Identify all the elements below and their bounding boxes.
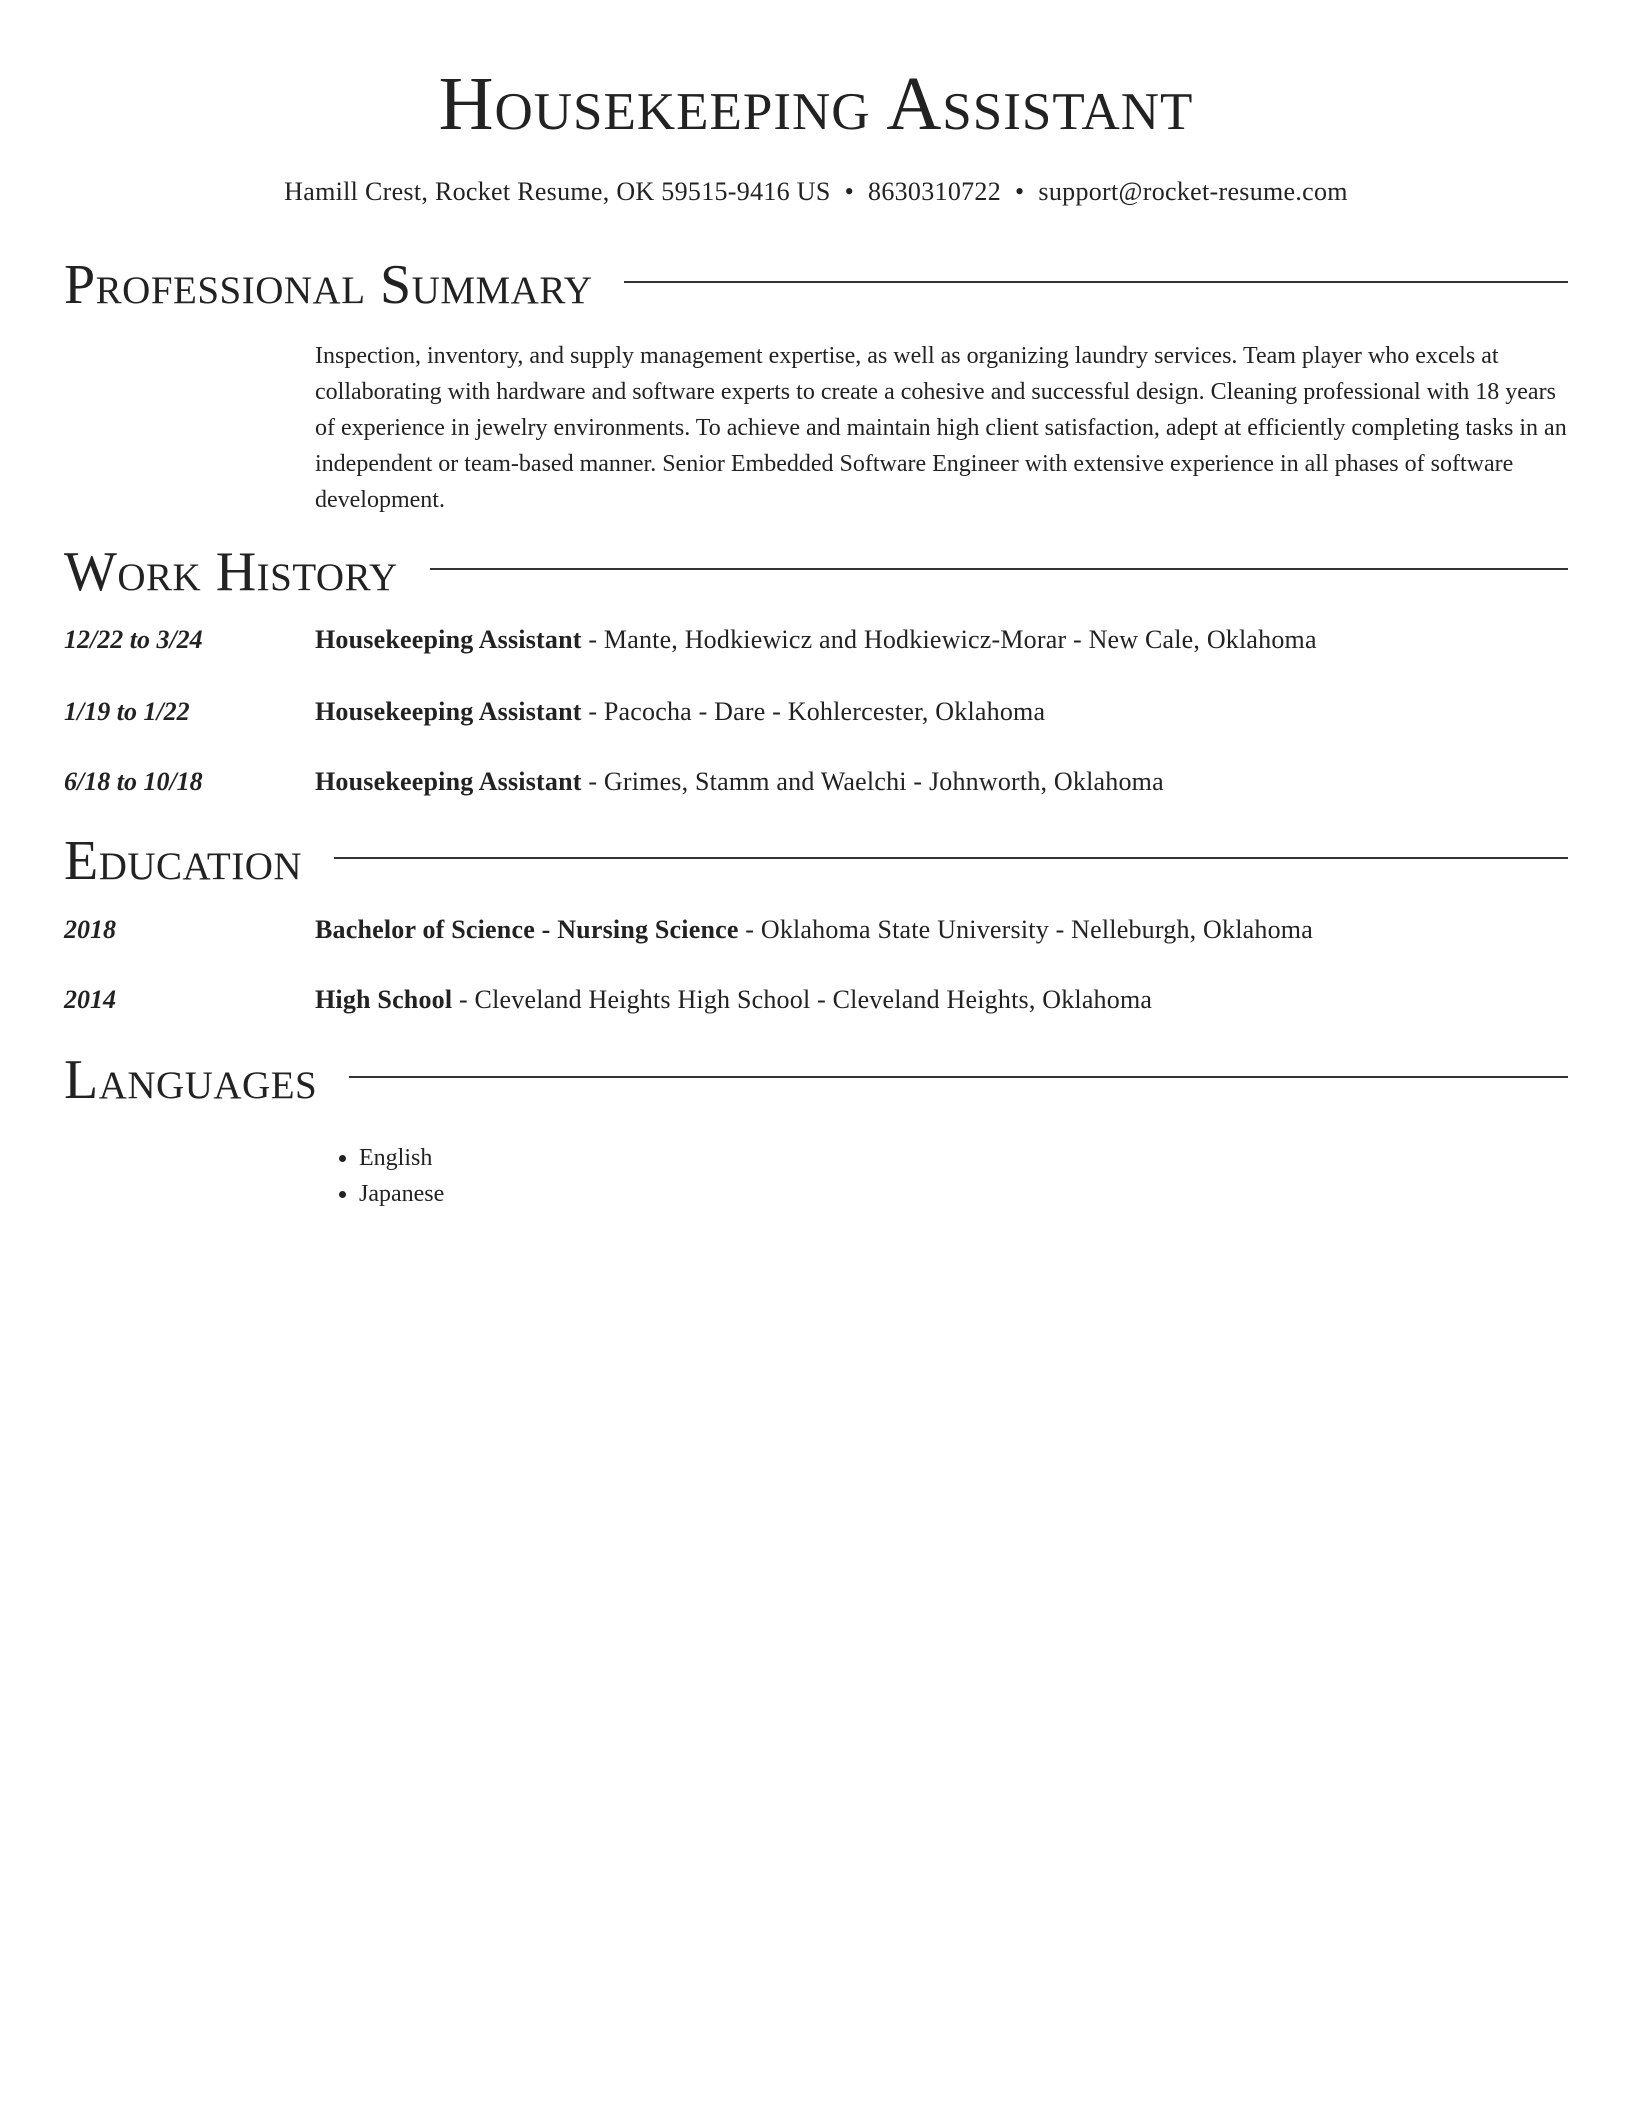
section-divider xyxy=(430,568,1568,570)
contact-email[interactable]: support@rocket-resume.com xyxy=(1038,177,1348,206)
work-detail: - Pacocha - Dare - Kohlercester, Oklahoma xyxy=(581,697,1046,726)
education-degree: High School xyxy=(315,985,453,1014)
section-title-work: Work History xyxy=(64,541,398,603)
work-role: Housekeeping Assistant xyxy=(315,625,582,654)
section-divider xyxy=(349,1076,1568,1078)
contact-line xyxy=(64,172,1568,212)
work-dates: 12/22 to 3/24 xyxy=(64,625,203,654)
contact-separator: • xyxy=(844,177,855,206)
work-entry-text xyxy=(315,692,1045,732)
contact-address: Hamill Crest, Rocket Resume, OK 59515-9416 US xyxy=(284,177,831,206)
work-entry xyxy=(64,762,1568,802)
education-detail: - Cleveland Heights High School - Cleveland Heights, Oklahoma xyxy=(452,985,1153,1014)
work-entry xyxy=(64,692,1568,732)
education-year: 2018 xyxy=(64,915,116,944)
work-role: Housekeeping Assistant xyxy=(315,697,582,726)
work-dates: 1/19 to 1/22 xyxy=(64,697,190,726)
education-entry-text xyxy=(315,910,1313,950)
education-entry-text xyxy=(315,980,1152,1020)
section-header-work xyxy=(64,537,1568,607)
section-title-summary: Professional Summary xyxy=(64,254,593,316)
section-header-languages xyxy=(64,1045,1568,1115)
work-dates: 6/18 to 10/18 xyxy=(64,767,203,796)
section-header-education xyxy=(64,826,1568,896)
section-title-education: Education xyxy=(64,830,303,892)
education-detail: - Oklahoma State University - Nelleburgh, Oklahoma xyxy=(738,915,1313,944)
list-item: • Japanese xyxy=(359,1176,444,1212)
work-entry xyxy=(64,620,1568,660)
work-detail: - Mante, Hodkiewicz and Hodkiewicz-Morar - New Cale, Oklahoma xyxy=(581,625,1317,654)
section-divider xyxy=(624,281,1568,283)
summary-text: Inspection, inventory, and supply management expertise, as well as organizing laundry services. Team player who excels at collaborating with hardware and software experts to create a cohesive and successful design. Cleaning professional with 18 years of experience in jewelry environments. To achieve and maintain high client satisfaction, adept at efficiently completing tasks in an independent or team-based manner. Senior Embedded Software Engineer with extensive experience in all phases of software development. xyxy=(315,343,1567,513)
education-degree: Bachelor of Science - Nursing Science xyxy=(315,915,739,944)
work-detail: - Grimes, Stamm and Waelchi - Johnworth, Oklahoma xyxy=(581,767,1164,796)
contact-separator: • xyxy=(1015,177,1025,206)
education-entry xyxy=(64,910,1568,950)
work-entry-text xyxy=(315,620,1317,660)
education-year: 2014 xyxy=(64,985,116,1014)
work-entry-text xyxy=(315,762,1164,802)
section-divider xyxy=(334,857,1568,859)
contact-phone: 8630310722 xyxy=(868,177,1002,206)
languages-list xyxy=(315,1140,444,1212)
education-entry xyxy=(64,980,1568,1020)
work-role: Housekeeping Assistant xyxy=(315,767,582,796)
list-item: • English xyxy=(359,1140,444,1176)
section-header-summary xyxy=(64,250,1568,320)
section-title-languages: Languages xyxy=(64,1049,318,1111)
resume-name: Housekeeping Assistant xyxy=(438,62,1194,146)
